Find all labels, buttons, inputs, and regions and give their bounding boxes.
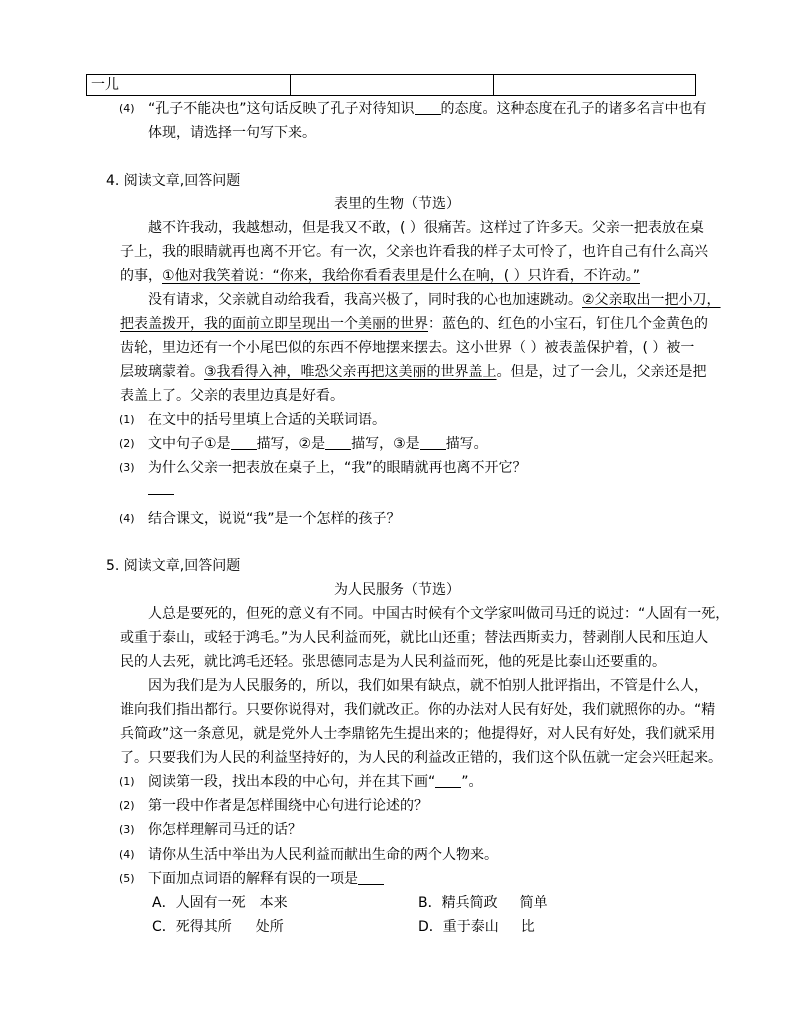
table-cell bbox=[494, 75, 695, 95]
sub-question-number: (4) bbox=[119, 512, 135, 525]
passage-line: 了。只要我们为人民的利益坚持好的，为人民的利益改正错的，我们这个队伍就一定会兴旺起来。 bbox=[120, 750, 722, 766]
sub-question-number: (2) bbox=[119, 437, 135, 450]
sub-question-text: 阅读第一段，找出本段的中心句，并在其下画“ ”。 bbox=[148, 774, 483, 790]
option-a[interactable]: A．人固有一死 本来 bbox=[152, 895, 288, 911]
passage-line: 的事，①他对我笑着说：“你来，我给你看看表里是什么在响，( ）只许看，不许动。” bbox=[120, 268, 640, 284]
sub-question-number: (2) bbox=[119, 799, 135, 812]
passage-line: 因为我们是为人民服务的，所以，我们如果有缺点，就不怕别人批评指出，不管是什么人， bbox=[148, 678, 708, 694]
passage-line: 层玻璃蒙着。③我看得入神，唯恐父亲再把这美丽的世界盖上。但是，过了一会儿，父亲还是把 bbox=[120, 364, 707, 380]
sub-question-text: 请你从生活中举出为人民利益而献出生命的两个人物来。 bbox=[148, 847, 498, 863]
passage-line: 兵简政”这一条意见，就是党外人士李鼎铭先生提出来的；他提得好，对人民有好处，我们就采用 bbox=[120, 726, 716, 742]
table-cell bbox=[291, 75, 494, 95]
sub-question-text: 结合课文，说说“我”是一个怎样的孩子？ bbox=[148, 511, 401, 527]
underlined-sentence: ③我看得入神，唯恐父亲再把这美丽的世界盖上 bbox=[204, 364, 497, 380]
sub-question-text: 你怎样理解司马迁的话？ bbox=[148, 822, 302, 838]
passage-line: 把表盖拨开，我的面前立即呈现出一个美丽的世界：蓝色的、红色的小宝石，钉住几个金黄色的 bbox=[120, 316, 708, 332]
sub-question-text: 第一段中作者是怎样围绕中心句进行论述的？ bbox=[148, 798, 428, 814]
passage-line: 表盖上了。父亲的表里边真是好看。 bbox=[120, 388, 344, 404]
sub-question-number: (3) bbox=[119, 461, 135, 474]
sub-question-number: (1) bbox=[119, 413, 135, 426]
passage-line: 或重于泰山，或轻于鸿毛。”为人民利益而死，就比山还重；替法西斯卖力，替剥削人民和压迫人 bbox=[120, 630, 709, 646]
passage-line: 没有请求，父亲就自动给我看，我高兴极了，同时我的心也加速跳动。②父亲取出一把小刀， bbox=[148, 292, 721, 308]
sub-question-text: 在文中的括号里填上合适的关联词语。 bbox=[148, 412, 386, 428]
sub-question-number: (3) bbox=[119, 823, 135, 836]
table-row bbox=[86, 74, 696, 96]
question-heading: 4. 阅读文章,回答问题 bbox=[106, 173, 241, 189]
passage-line: 越不许我动，我越想动，但是我又不敢，( ）很痛苦。这样过了许多天。父亲一把表放在桌 bbox=[148, 220, 704, 236]
sub-question-text: 体现，请选择一句写下来。 bbox=[148, 125, 316, 141]
sub-question-number: (4) bbox=[119, 102, 135, 115]
answer-blank[interactable] bbox=[435, 773, 461, 788]
answer-blank[interactable] bbox=[148, 494, 174, 495]
passage-line: 齿轮，里边还有一个小尾巴似的东西不停地摆来摆去。这小世界（ ）被表盖保护着，( ）被一 bbox=[120, 340, 695, 356]
sub-question-text: 文中句子①是 描写，②是 描写，③是 描写。 bbox=[148, 436, 488, 452]
table-cell: 一儿 bbox=[87, 75, 291, 95]
sub-question-number: (5) bbox=[119, 872, 135, 885]
passage-title: 表里的生物（节选） bbox=[334, 196, 460, 212]
answer-blank[interactable] bbox=[325, 435, 351, 450]
sub-question-text: “孔子不能决也”这句话反映了孔子对待知识 的态度。这种态度在孔子的诸多名言中也有 bbox=[148, 101, 707, 117]
underlined-sentence: ②父亲取出一把小刀， bbox=[582, 292, 721, 308]
passage-line: 民的人去死，就比鸿毛还轻。张思德同志是为人民利益而死，他的死是比泰山还要重的。 bbox=[120, 654, 666, 670]
sub-question-number: (4) bbox=[119, 848, 135, 861]
underlined-sentence: 把表盖拨开，我的面前立即呈现出一个美丽的世界 bbox=[120, 316, 428, 332]
option-b[interactable]: B．精兵简政 简单 bbox=[418, 895, 548, 911]
passage-line: 谁向我们指出都行。只要你说得对，我们就改正。你的办法对人民有好处，我们就照你的办。“精 bbox=[120, 702, 716, 718]
sub-question-text: 下面加点词语的解释有误的一项是 bbox=[148, 869, 384, 889]
sub-question-number: (1) bbox=[119, 775, 135, 788]
answer-blank[interactable] bbox=[358, 870, 384, 885]
passage-title: 为人民服务（节选） bbox=[334, 582, 460, 598]
passage-line: 人总是要死的，但死的意义有不同。中国古时候有个文学家叫做司马迁的说过：“人固有一死， bbox=[148, 606, 730, 622]
passage-line: 子上，我的眼睛就再也离不开它。有一次，父亲也许看我的样子太可怜了，也许自己有什么高兴 bbox=[120, 244, 708, 260]
answer-blank[interactable] bbox=[231, 435, 257, 450]
underlined-sentence: ①他对我笑着说：“你来，我给你看看表里是什么在响，( ）只许看，不许动。” bbox=[162, 268, 640, 284]
option-c[interactable]: C．死得其所 处所 bbox=[152, 919, 284, 935]
sub-question-text: 为什么父亲一把表放在桌子上，“我”的眼睛就再也离不开它？ bbox=[148, 460, 527, 476]
question-heading: 5. 阅读文章,回答问题 bbox=[106, 558, 241, 574]
option-d[interactable]: D．重于泰山 比 bbox=[418, 919, 535, 935]
answer-blank[interactable] bbox=[415, 100, 441, 115]
answer-blank[interactable] bbox=[420, 435, 446, 450]
